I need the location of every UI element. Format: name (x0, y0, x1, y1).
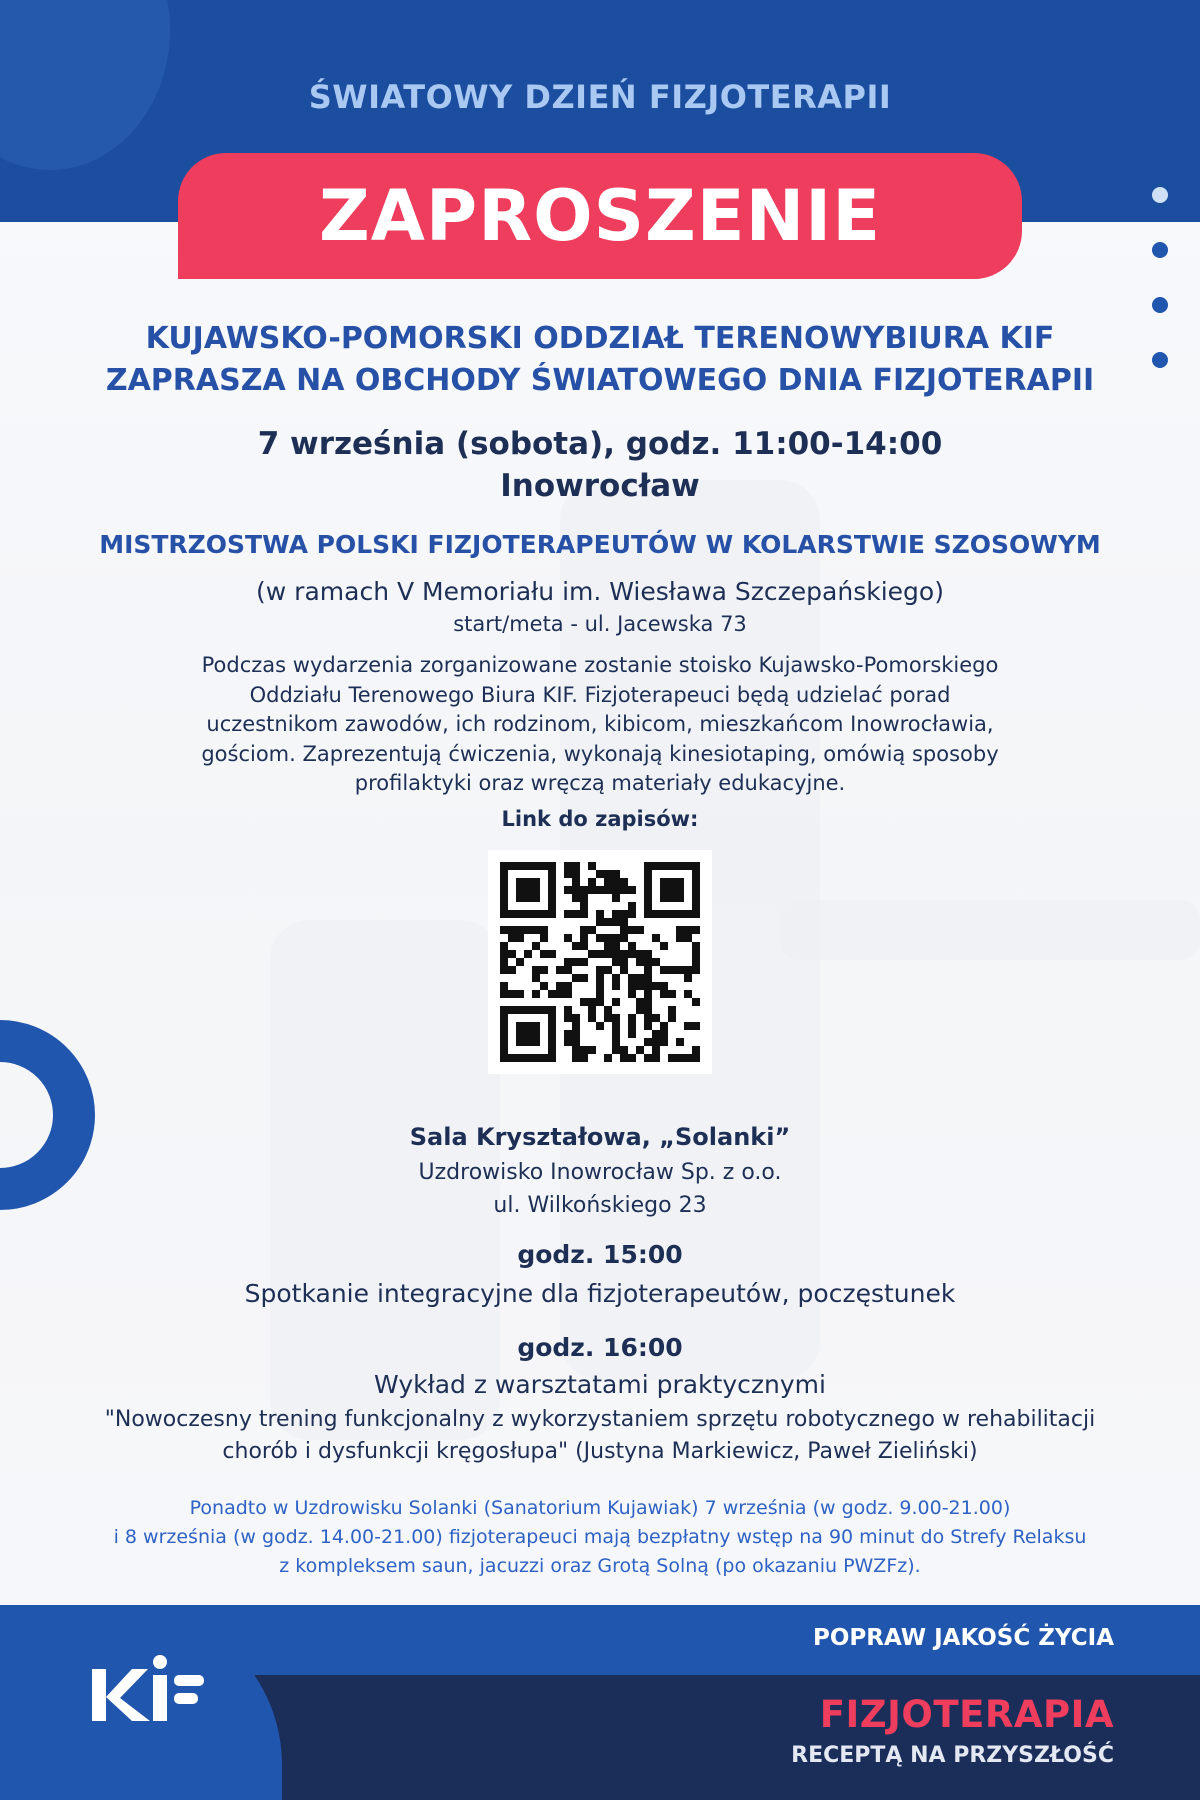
event-kicker: ŚWIATOWY DZIEŃ FIZJOTERAPII (308, 78, 892, 116)
venue-name: Sala Kryształowa, „Solanki” (409, 1123, 791, 1151)
decor-dot (1152, 297, 1168, 313)
championship-start: start/meta - ul. Jacewska 73 (453, 612, 747, 636)
footer-slogan-sub: RECEPTĄ NA PRZYSZŁOŚĆ (791, 1743, 1114, 1768)
venue-street: ul. Wilkońskiego 23 (493, 1193, 707, 1218)
description-line: Oddziału Terenowego Biura KIF. Fizjoterapeuci będą udzielać porad (249, 682, 951, 707)
decor-dot (1152, 187, 1168, 203)
venue-company: Uzdrowisko Inowrocław Sp. z o.o. (418, 1160, 782, 1185)
event-city: Inowrocław (500, 468, 700, 504)
footer-slogan-main: FIZJOTERAPIA (819, 1693, 1114, 1736)
decor-dot (1152, 242, 1168, 258)
description-line: gościom. Zaprezentują ćwiczenia, wykonają kinesiotaping, omówią sposoby (201, 741, 999, 766)
qr-code-icon (500, 862, 700, 1062)
lecture-line: chorób i dysfunkcji kręgosłupa" (Justyna Markiewicz, Paweł Zieliński) (222, 1439, 978, 1464)
event-date-block (0, 423, 1200, 507)
schedule-title: Wykład z warsztatami praktycznymi (374, 1370, 826, 1399)
championship-description (100, 651, 1100, 799)
kif-logo (92, 1655, 204, 1727)
championship-memorial: (w ramach V Memoriału im. Wiesława Szczepańskiego) (256, 577, 944, 606)
schedule-title: Spotkanie integracyjne dla fizjoterapeutów, poczęstunek (244, 1279, 956, 1308)
banner-title: ZAPROSZENIE (318, 175, 882, 257)
extra-line: i 8 września (w godz. 14.00-21.00) fizjoterapeuci mają bezpłatny wstęp na 90 minut do Strefy Relaksu (113, 1526, 1087, 1548)
description-line: Podczas wydarzenia zorganizowane zostanie stoisko Kujawsko-Pomorskiego (201, 653, 999, 677)
lecture-details (30, 1404, 1170, 1468)
description-line: uczestnikom zawodów, ich rodzinom, kibicom, mieszkańcom Inowrocławia, (206, 712, 994, 736)
footer-slogan-top: POPRAW JAKOŚĆ ŻYCIA (812, 1625, 1114, 1651)
title-banner (178, 153, 1022, 279)
description-line: profilaktyki oraz wręczą materiały edukacyjne. (354, 771, 846, 795)
organizer-line: ZAPRASZA NA OBCHODY ŚWIATOWEGO DNIA FIZJOTERAPII (105, 363, 1095, 398)
extra-info (20, 1494, 1180, 1581)
schedule-time: godz. 15:00 (517, 1240, 683, 1269)
organizer-heading (0, 318, 1200, 402)
extra-line: Ponadto w Uzdrowisku Solanki (Sanatorium Kujawiak) 7 września (w godz. 9.00-21.00) (189, 1497, 1011, 1519)
extra-line: z kompleksem saun, jacuzzi oraz Grotą Solną (po okazaniu PWZFz). (279, 1555, 921, 1577)
organizer-line: KUJAWSKO-POMORSKI ODDZIAŁ TERENOWYBIURA KIF (145, 321, 1055, 356)
signup-link-label: Link do zapisów: (501, 807, 699, 831)
lecture-line: "Nowoczesny trening funkcjonalny z wykorzystaniem sprzętu robotycznego w rehabilitacji (104, 1407, 1096, 1432)
event-date: 7 września (sobota), godz. 11:00-14:00 (257, 426, 943, 462)
championship-title: MISTRZOSTWA POLSKI FIZJOTERAPEUTÓW W KOLARSTWIE SZOSOWYM (99, 530, 1101, 559)
qr-code[interactable] (488, 850, 712, 1074)
schedule-time: godz. 16:00 (517, 1333, 683, 1362)
